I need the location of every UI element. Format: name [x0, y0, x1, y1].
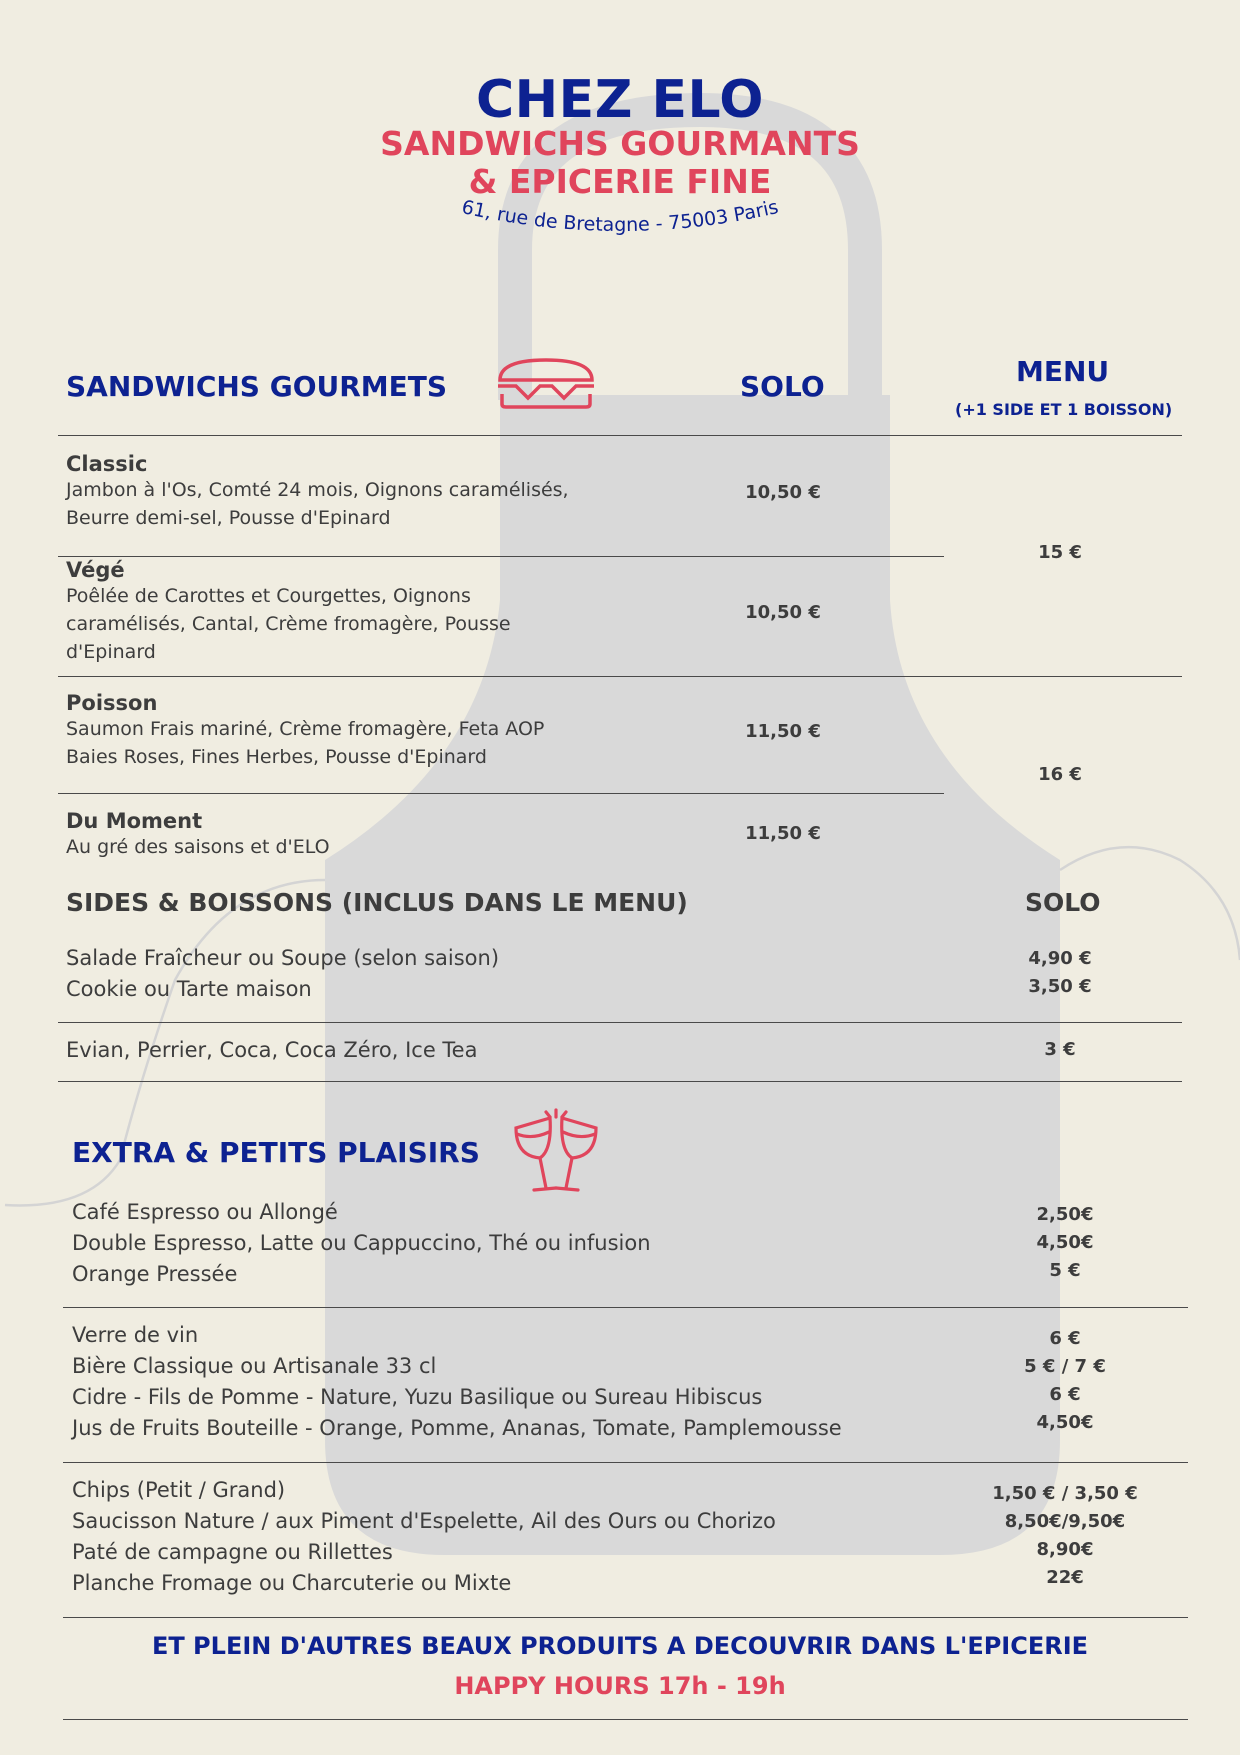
side-price: 4,90 €	[1028, 948, 1092, 969]
extras-group-1-prices	[990, 1201, 1140, 1285]
extra-price: 22€	[1046, 1567, 1084, 1588]
extra-item: Paté de campagne ou Rillettes	[72, 1540, 393, 1564]
extra-item: Cidre - Fils de Pomme - Nature, Yuzu Basilique ou Sureau Hibiscus	[72, 1385, 763, 1409]
sandwich-icon	[494, 356, 598, 410]
side-item: Salade Fraîcheur ou Soupe (selon saison)	[66, 946, 500, 970]
extra-item: Double Espresso, Latte ou Cappuccino, Thé ou infusion	[72, 1231, 651, 1255]
extra-item: Verre de vin	[72, 1323, 199, 1347]
col-header-menu-note: (+1 SIDE ET 1 BOISSON)	[955, 400, 1173, 419]
extra-price: 4,50€	[1036, 1412, 1094, 1433]
extra-item: Bière Classique ou Artisanale 33 cl	[72, 1354, 437, 1378]
extras-group-3-prices	[960, 1480, 1170, 1592]
item-name: Végé	[66, 558, 125, 582]
drink-item: Evian, Perrier, Coca, Coca Zéro, Ice Tea	[66, 1038, 478, 1062]
section-title-extras: EXTRA & PETITS PLAISIRS	[72, 1136, 480, 1169]
extra-item: Planche Fromage ou Charcuterie ou Mixte	[72, 1571, 512, 1595]
drink-price: 3 €	[1044, 1039, 1076, 1060]
price-solo: 11,50 €	[745, 721, 821, 742]
extra-item: Jus de Fruits Bouteille - Orange, Pomme, Ananas, Tomate, Pamplemousse	[72, 1416, 842, 1440]
item-desc: Beurre demi-sel, Pousse d'Epinard	[66, 507, 391, 529]
item-desc: Baies Roses, Fines Herbes, Pousse d'Epinard	[66, 746, 487, 768]
divider	[58, 676, 1182, 677]
item-desc: Jambon à l'Os, Comté 24 mois, Oignons caramélisés,	[66, 479, 569, 501]
extra-item: Orange Pressée	[72, 1262, 238, 1286]
tagline-line-1: SANDWICHS GOURMANTS	[380, 124, 860, 163]
restaurant-name: CHEZ ELO	[475, 70, 765, 130]
footer-happy-hours: HAPPY HOURS 17h - 19h	[454, 1672, 786, 1700]
divider	[63, 1617, 1188, 1618]
divider	[63, 1719, 1188, 1720]
extra-price: 1,50 € / 3,50 €	[992, 1483, 1138, 1504]
section-title-sides: SIDES & BOISSONS (INCLUS DANS LE MENU)	[66, 888, 688, 917]
item-name: Classic	[66, 452, 148, 476]
item-name: Poisson	[66, 691, 158, 715]
col-header-menu: MENU	[1016, 355, 1110, 388]
extra-price: 6 €	[1049, 1384, 1081, 1405]
address-text: 61, rue de Bretagne - 75003 Paris	[459, 196, 781, 237]
divider	[58, 793, 944, 794]
divider	[58, 1081, 1182, 1082]
extras-group-2-prices	[990, 1325, 1140, 1437]
divider	[58, 1022, 1182, 1023]
price-solo: 11,50 €	[745, 823, 821, 844]
item-desc: Saumon Frais mariné, Crème fromagère, Feta AOP	[66, 718, 545, 740]
item-name: Du Moment	[66, 809, 203, 833]
sandwich-du-moment	[66, 809, 330, 861]
extra-price: 8,90€	[1036, 1539, 1094, 1560]
extras-group-3	[72, 1475, 776, 1599]
side-price: 3,50 €	[1028, 976, 1092, 997]
divider	[58, 435, 1182, 436]
price-solo: 10,50 €	[745, 482, 821, 503]
extra-item: Café Espresso ou Allongé	[72, 1200, 338, 1224]
item-desc: Poêlée de Carottes et Courgettes, Oignons	[66, 585, 471, 607]
extra-price: 2,50€	[1036, 1204, 1094, 1225]
divider	[63, 1462, 1188, 1463]
svg-text:61, rue de Bretagne - 75003 Pa	[460, 196, 781, 236]
extra-item: Saucisson Nature / aux Piment d'Espelette, Ail des Ours ou Chorizo	[72, 1509, 776, 1533]
col-header-solo: SOLO	[740, 370, 825, 403]
sandwich-vege	[66, 558, 511, 666]
price-menu-2: 16 €	[1038, 764, 1082, 785]
section-title-sandwiches: SANDWICHS GOURMETS	[66, 370, 448, 403]
price-solo: 10,50 €	[745, 602, 821, 623]
item-desc: d'Epinard	[66, 641, 156, 663]
extra-price: 5 € / 7 €	[1024, 1356, 1106, 1377]
divider	[63, 1307, 1188, 1308]
col-header-solo-sides: SOLO	[1025, 888, 1101, 917]
extra-price: 6 €	[1049, 1328, 1081, 1349]
extras-group-1	[72, 1197, 651, 1290]
wine-glasses-icon	[510, 1108, 602, 1198]
footer-epicerie: ET PLEIN D'AUTRES BEAUX PRODUITS A DECOUVRIR DANS L'EPICERIE	[151, 1632, 1089, 1660]
extra-price: 5 €	[1049, 1260, 1081, 1281]
extra-price: 8,50€/9,50€	[1004, 1511, 1126, 1532]
extras-group-2	[72, 1320, 842, 1444]
sandwich-poisson	[66, 691, 544, 771]
item-desc: caramélisés, Cantal, Crème fromagère, Pousse	[66, 613, 511, 635]
sandwich-classic	[66, 452, 569, 532]
extra-item: Chips (Petit / Grand)	[72, 1478, 286, 1502]
side-item: Cookie ou Tarte maison	[66, 977, 312, 1001]
extra-price: 4,50€	[1036, 1232, 1094, 1253]
divider	[58, 556, 944, 557]
tagline-line-2: & EPICERIE FINE	[468, 162, 772, 201]
price-menu-1: 15 €	[1038, 542, 1082, 563]
address-curved	[420, 195, 820, 265]
item-desc: Au gré des saisons et d'ELO	[66, 836, 330, 858]
